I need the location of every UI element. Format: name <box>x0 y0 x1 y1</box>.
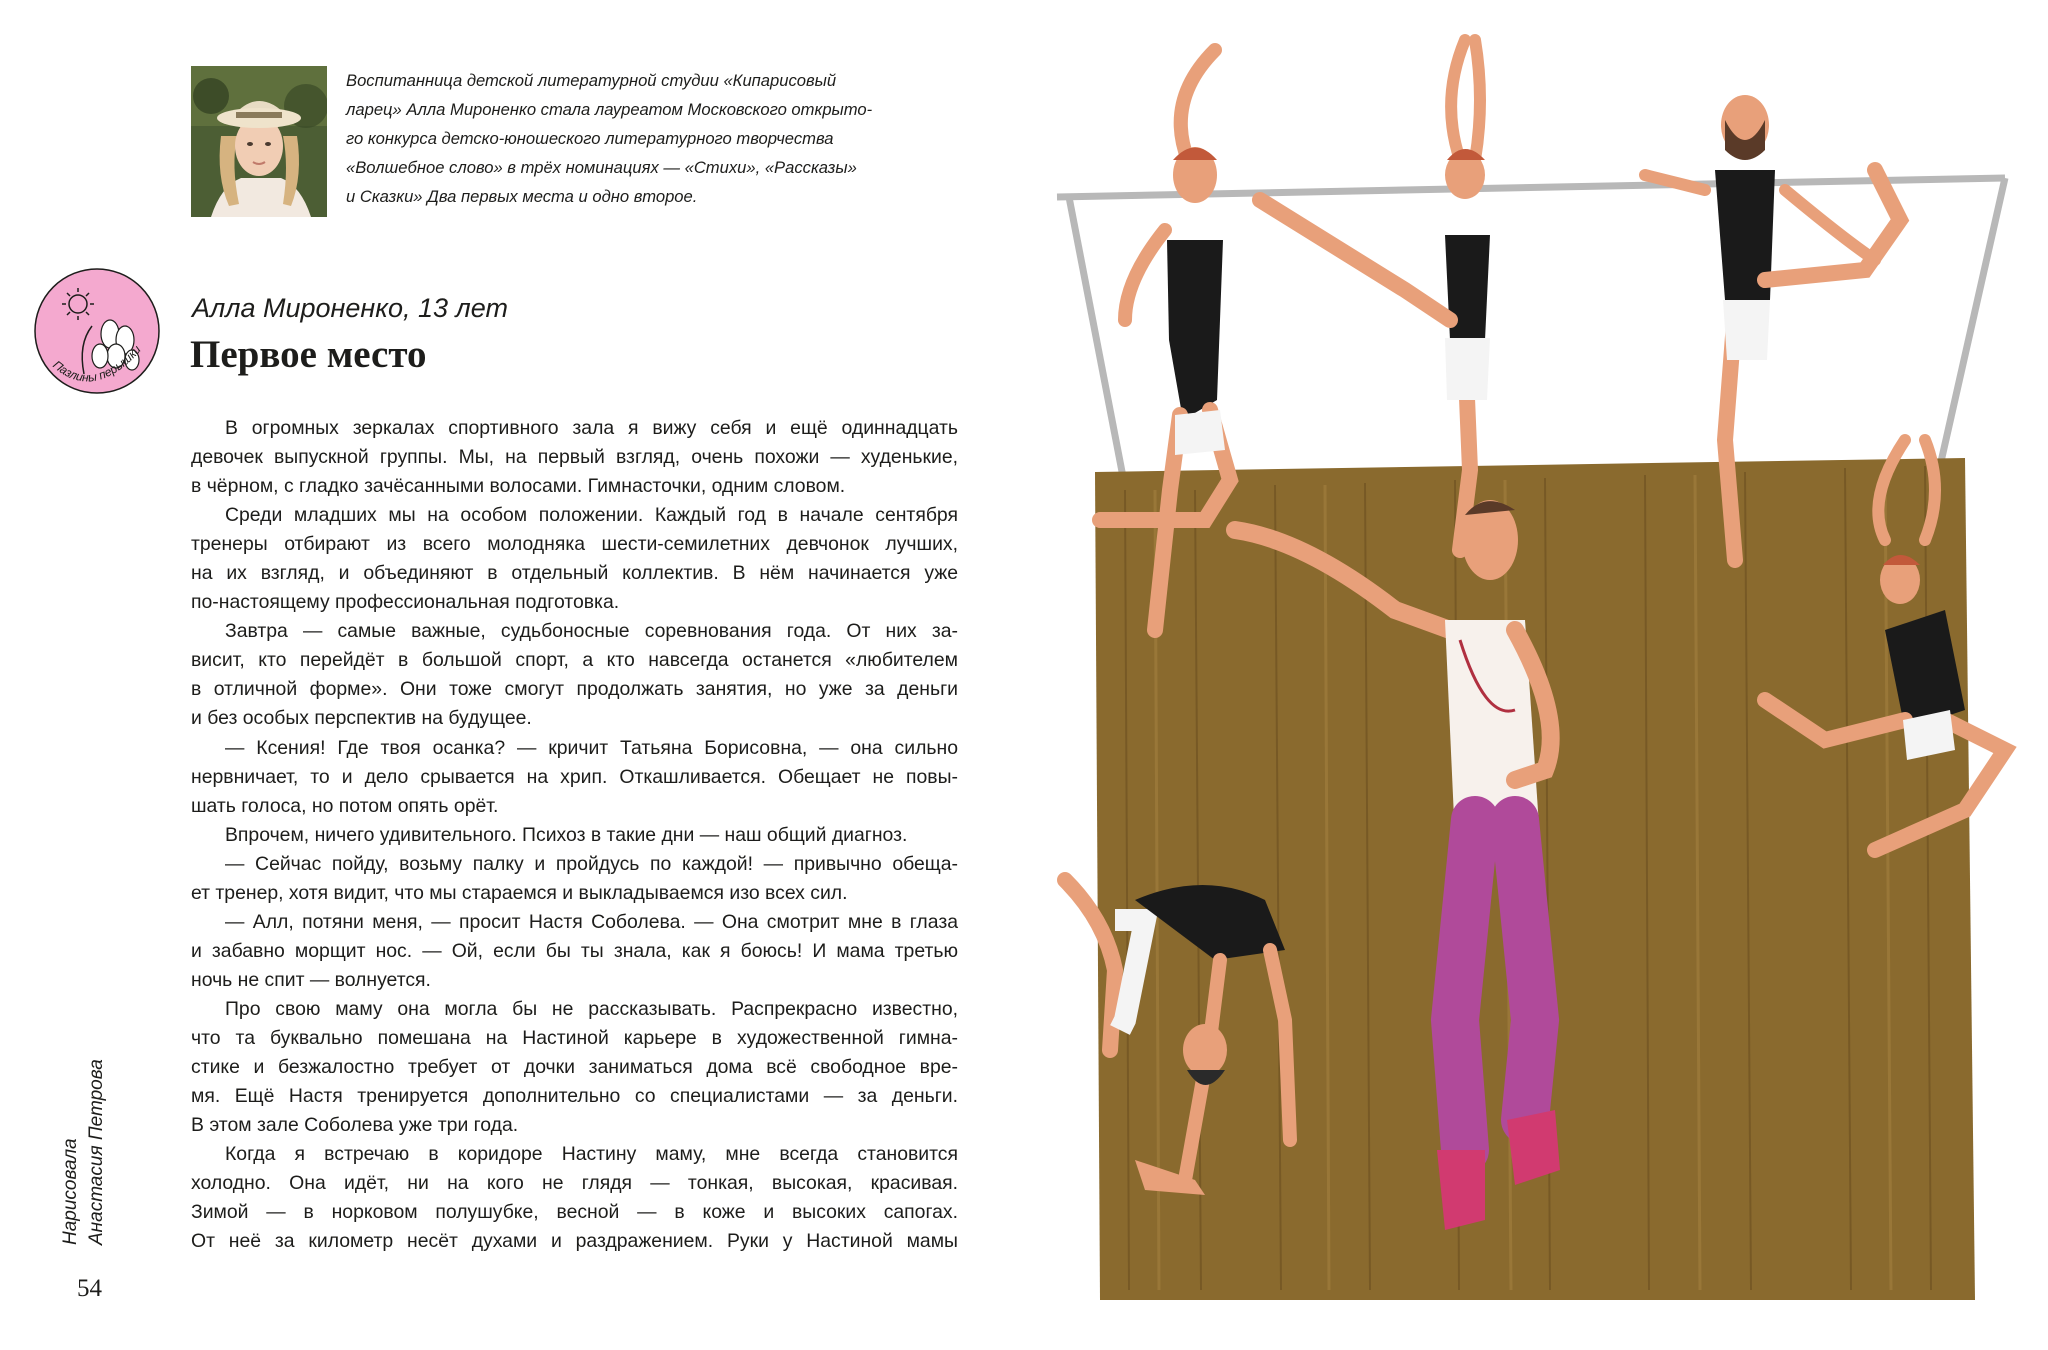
text-line: стике и безжалостно требует от дочки заниматься дома всё свободное вре- <box>191 1056 958 1079</box>
text-line: тренеры отбирают из всего молодняка шести-семилетних девчонок лучших, <box>191 533 958 556</box>
text-line: висит, кто перейдёт в большой спорт, а кто навсегда останется «любителем <box>191 649 958 672</box>
text-line: Зимой — в норковом полушубке, весной — в коже и высоких сапогах. <box>191 1201 958 1224</box>
text-line: на их взгляд, и объединяют в отдельный коллектив. В нём начинается уже <box>191 562 958 585</box>
text-line: ет тренер, хотя видит, что мы стараемся и выкладываемся изо всех сил. <box>191 881 848 904</box>
studio-logo <box>30 264 164 398</box>
credit-line-2: Анастасия Петрова <box>86 1059 107 1245</box>
text-line: В этом зале Соболева уже три года. <box>191 1114 519 1137</box>
text-line: шать голоса, но потом опять орёт. <box>191 794 499 817</box>
text-line: и забавно морщит нос. — Ой, если бы ты знала, как я боюсь! И мама третью <box>191 939 958 962</box>
text-line: Завтра — самые важные, судьбоносные соревнования года. От них за- <box>225 620 958 643</box>
bio-line: ларец» Алла Мироненко стала лауреатом Московского открыто- <box>346 100 873 119</box>
text-line: в чёрном, с гладко зачёсанными волосами. Гимнасточки, одним словом. <box>191 475 846 498</box>
text-line: по-настоящему профессиональная подготовка. <box>191 591 620 614</box>
text-line: — Сейчас пойду, возьму палку и пройдусь по каждой! — привычно обеща- <box>225 852 958 875</box>
gymnastics-illustration <box>1045 20 2048 1320</box>
text-line: мя. Ещё Настя тренируется дополнительно со специалистами — за деньги. <box>191 1085 958 1108</box>
text-line: нервничает, то и дело срывается на хрип. Откашливается. Обещает не повы- <box>191 765 958 788</box>
text-line: Про свою маму она могла бы не рассказывать. Распрекрасно известно, <box>225 997 958 1020</box>
story-body <box>191 414 958 1256</box>
text-line: девочек выпускной группы. Мы, на первый взгляд, очень похожи — худенькие, <box>191 446 958 469</box>
text-line: — Алл, потяни меня, — просит Настя Соболева. — Она смотрит мне в глаза <box>225 910 958 933</box>
text-line: и без особых перспектив на будущее. <box>191 707 532 730</box>
text-line: В огромных зеркалах спортивного зала я вижу себя и ещё одиннадцать <box>225 417 958 439</box>
text-line: Впрочем, ничего удивительного. Психоз в такие дни — наш общий диагноз. <box>225 823 908 846</box>
author-photo <box>191 66 327 217</box>
logo-label: Пазлины перышки <box>50 342 144 385</box>
text-line: Когда я встречаю в коридоре Настину маму, мне всегда становится <box>225 1143 958 1166</box>
illustrator-credit <box>58 1045 118 1245</box>
story-title: Первое место <box>190 333 427 376</box>
bio-line: и Сказки» Два первых места и одно второе. <box>346 187 698 206</box>
byline: Алла Мироненко, 13 лет <box>192 293 508 323</box>
text-line: Среди младших мы на особом положении. Каждый год в начале сентября <box>225 504 958 527</box>
text-line: холодно. Она идёт, ни на кого не глядя — тонкая, высокая, красивая. <box>191 1172 958 1195</box>
page-number: 54 <box>77 1275 102 1302</box>
credit-line-1: Нарисовала <box>60 1138 81 1245</box>
author-bio <box>346 66 961 211</box>
text-line: ночь не спит — волнуется. <box>191 968 431 991</box>
text-line: в отличной форме». Они тоже смогут продолжать занятия, но уже за деньги <box>191 678 958 701</box>
text-line: — Ксения! Где твоя осанка? — кричит Татьяна Борисовна, — она сильно <box>225 736 958 759</box>
bio-line: «Волшебное слово» в трёх номинациях — «Стихи», «Рассказы» <box>346 158 857 177</box>
text-line: От неё за километр несёт духами и раздражением. Руки у Настиной мамы <box>191 1230 958 1253</box>
text-line: что та буквально помешана на Настиной карьере в художественной гимна- <box>191 1026 958 1049</box>
bio-line: Воспитанница детской литературной студии «Кипарисовый <box>346 71 837 90</box>
bio-line: го конкурса детско-юношеского литературного творчества <box>346 129 834 148</box>
